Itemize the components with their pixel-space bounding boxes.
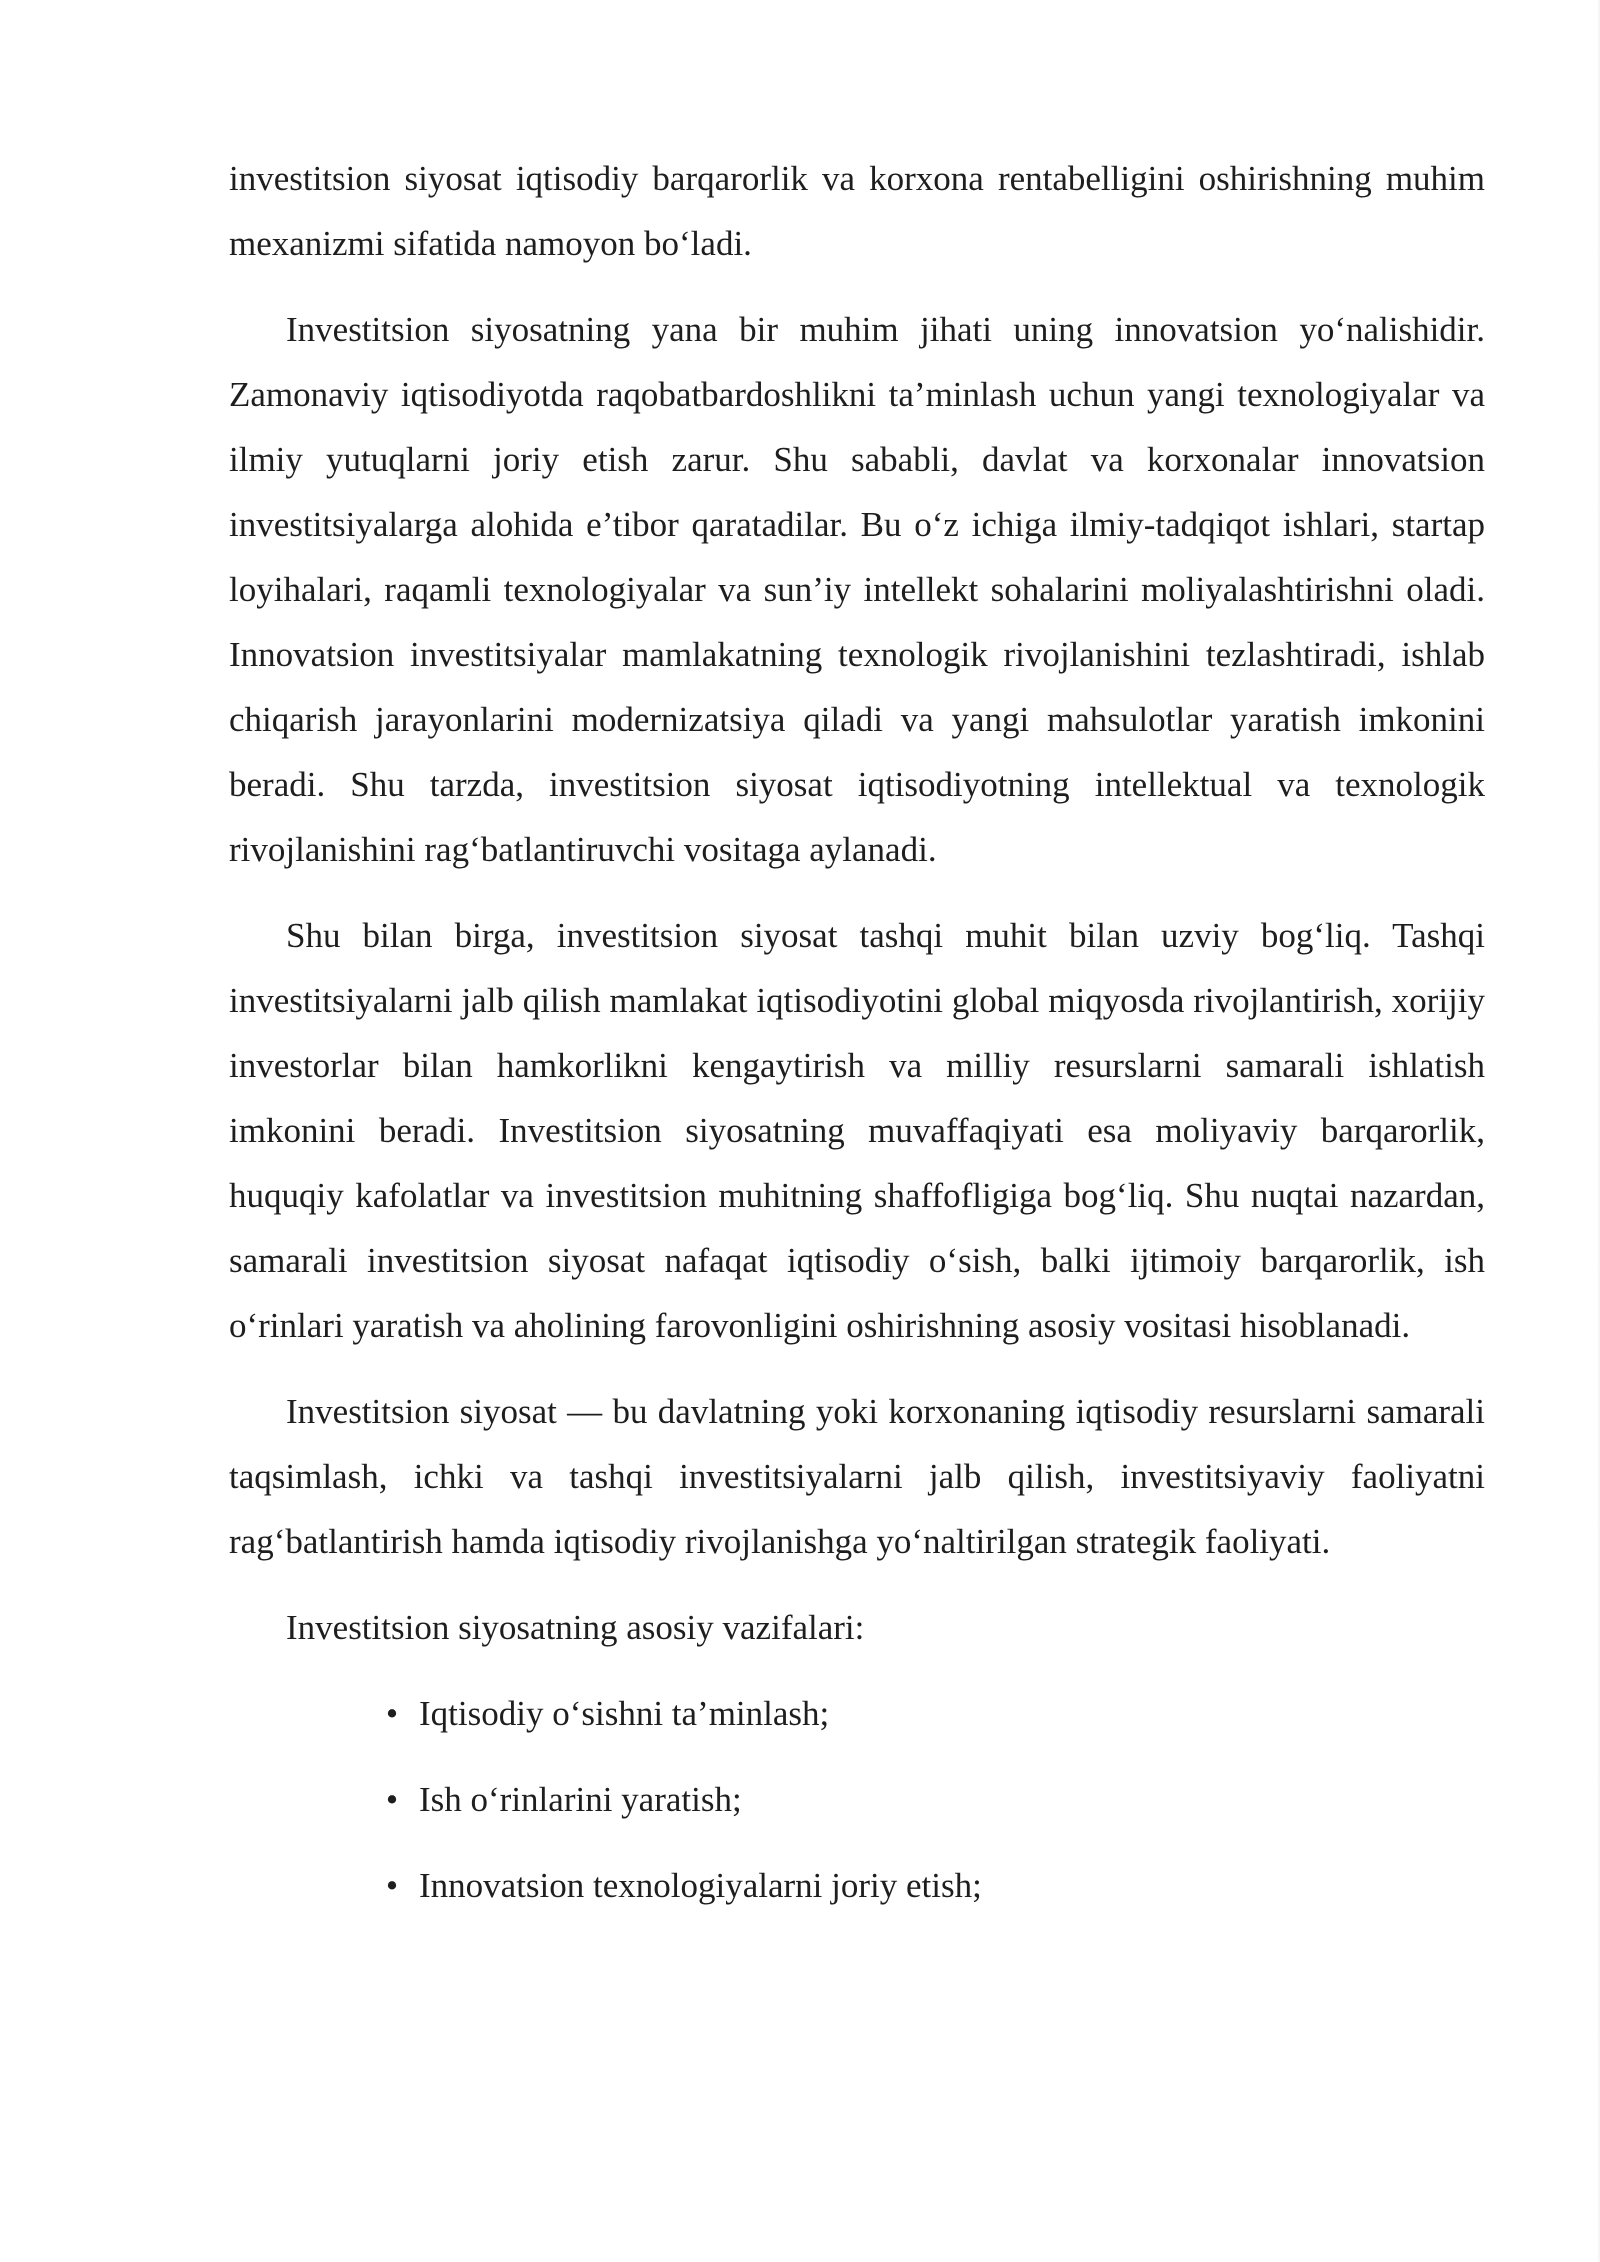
- list-intro: Investitsion siyosatning asosiy vazifalari:: [286, 1608, 865, 1647]
- tasks-list: [229, 1681, 1485, 1918]
- list-item: [229, 1767, 1485, 1832]
- bullet-icon: •: [385, 1694, 399, 1733]
- list-item-text: Iqtisodiy o‘sishni ta’minlash;: [419, 1694, 830, 1733]
- bullet-icon: •: [385, 1866, 399, 1905]
- document-body: [229, 146, 1485, 1939]
- paragraph-definition: Investitsion siyosat — bu davlatning yoki korxonaning iqtisodiy resurslarni samarali taqsimlash, ichki va tashqi investitsiyalarni jalb qilish, investitsiyaviy faoliyatni rag‘batlantirish hamda iqtisodiy rivojlanishga yo‘naltirilgan strategik faoliyati.: [229, 1392, 1485, 1561]
- paragraph-external-environment: Shu bilan birga, investitsion siyosat tashqi muhit bilan uzviy bog‘liq. Tashqi investitsiyalarni jalb qilish mamlakat iqtisodiyotini global miqyosda rivojlantirish, xorijiy investorlar bilan hamkorlikni kengaytirish va milliy resurslarni samarali ishlatish imkonini beradi. Investitsion siyosatning muvaffaqiyati esa moliyaviy barqarorlik, huquqiy kafolatlar va investitsion muhitning shaffofligiga bog‘liq. Shu nuqtai nazardan, samarali investitsion siyosat nafaqat iqtisodiy o‘sish, balki ijtimoiy barqarorlik, ish o‘rinlari yaratish va aholining farovonligini oshirishning asosiy vositasi hisoblanadi.: [229, 916, 1485, 1345]
- list-item: [229, 1681, 1485, 1746]
- list-item-text: Ish o‘rinlarini yaratish;: [419, 1780, 742, 1819]
- list-item: [229, 1853, 1485, 1918]
- list-item-text: Innovatsion texnologiyalarni joriy etish;: [419, 1866, 982, 1905]
- bullet-icon: •: [385, 1780, 399, 1819]
- paragraph-innovation: Investitsion siyosatning yana bir muhim jihati uning innovatsion yo‘nalishidir. Zamonaviy iqtisodiyotda raqobatbardoshlikni ta’minlash uchun yangi texnologiyalar va ilmiy yutuqlarni joriy etish zarur. Shu sababli, davlat va korxonalar innovatsion investitsiyalarga alohida e’tibor qaratadilar. Bu o‘z ichiga ilmiy-tadqiqot ishlari, startap loyihalari, raqamli texnologiyalar va sun’iy intellekt sohalarini moliyalashtirishni oladi. Innovatsion investitsiyalar mamlakatning texnologik rivojlanishini tezlashtiradi, ishlab chiqarish jarayonlarini modernizatsiya qiladi va yangi mahsulotlar yaratish imkonini beradi. Shu tarzda, investitsion siyosat iqtisodiyotning intellektual va texnologik rivojlanishini rag‘batlantiruvchi vositaga aylanadi.: [229, 310, 1485, 869]
- paragraph-continuation: investitsion siyosat iqtisodiy barqarorlik va korxona rentabelligini oshirishning muhim mexanizmi sifatida namoyon bo‘ladi.: [229, 159, 1485, 263]
